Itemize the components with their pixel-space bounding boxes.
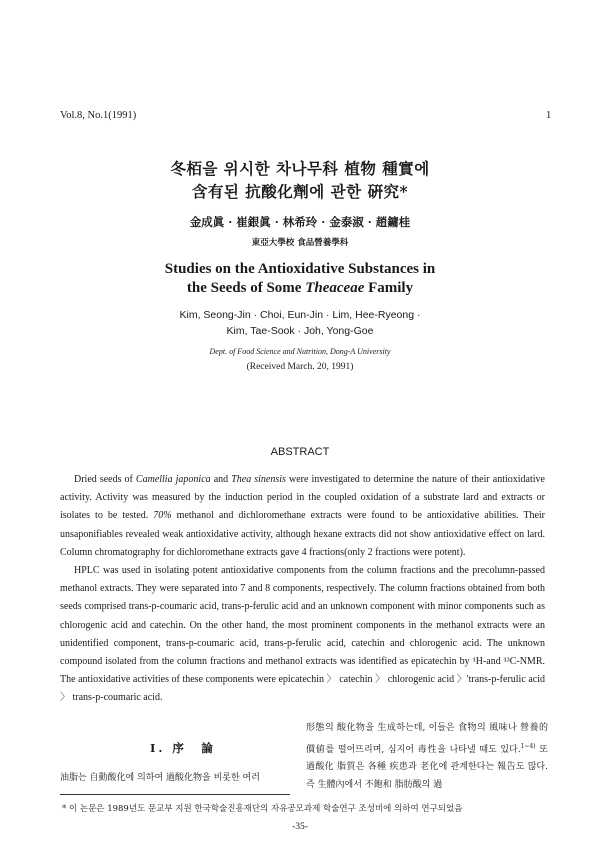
left-column-text: 油脂는 自動酸化에 의하여 過酸化物을 비롯한 여러	[60, 773, 260, 783]
page-header-number: 1	[546, 110, 552, 121]
abstract-text: methanol and dichloromethane extracts were found to be antioxidative abilities. Their unsaponifiables revealed weak antioxidative activity, although hexane extracts did not show antioxidative effect on lard. Column chromatography for dichloromethane extracts gave 4 fractions(only 2 fractions were potent).	[60, 510, 545, 558]
body-text: 또 過酸化 脂質은 各種 疾患과 老化에 관계한다는 報告도 많다. 즉 生體內에서 不飽和 脂肪酸의 過	[306, 744, 549, 790]
english-title-line1: Studies on the Antioxidative Substances in	[164, 261, 436, 277]
english-title-italic: Theaceae	[305, 280, 365, 296]
english-authors-line2: Kim, Tae-Sook · Joh, Yong-Goe	[226, 325, 374, 337]
abstract-heading: ABSTRACT	[270, 446, 330, 458]
species-name: Camellia japonica	[135, 474, 211, 485]
korean-title-line1: 冬栢을 위시한 차나무科 植物 種實에	[170, 159, 430, 178]
korean-title-line2: 含有된 抗酸化劑에 관한 硏究*	[191, 182, 409, 201]
citation-ref: 1~4)	[520, 742, 536, 750]
footnote: * 이 논문은 1989년도 문교부 지원 한국학술진흥재단의 자유공모과제 학술연구 조성비에 의하여 연구되었음	[62, 804, 463, 814]
right-column-text	[306, 720, 548, 794]
english-title-post: Family	[364, 280, 414, 296]
abstract-text: were investigated to determine the nature of their antioxidative activity. Activity was measured by the induction period in the coupled oxidation of a substrate lard and extracts or isolates to be tested.	[60, 474, 545, 522]
abstract-text: and	[210, 474, 232, 485]
section-heading-introduction: I. 序 論	[150, 741, 216, 755]
received-date: (Received March. 20, 1991)	[246, 362, 354, 372]
english-title-pre: the Seeds of Some	[186, 280, 306, 296]
abstract-body	[60, 471, 545, 708]
korean-affiliation: 東亞大學校 食品營養學科	[251, 238, 349, 248]
page-number: -35-	[292, 822, 308, 832]
body-text: 形態의 酸化物을 生成하는데, 이들은 食物의 風味나 營養的 價値를 떨어뜨리며, 심지어 毒性을 나타낼 때도 있다.	[306, 723, 548, 755]
abstract-paragraph-1	[60, 471, 545, 562]
footnote-divider	[60, 794, 290, 795]
species-name: Thea sinensis	[231, 474, 286, 485]
english-authors-line1: Kim, Seong-Jin · Choi, Eun-Jin · Lim, Hee-Ryeong ·	[179, 309, 421, 321]
volume-header: Vol.8, No.1(1991)	[60, 110, 137, 121]
percent-value: 70%	[153, 510, 172, 522]
abstract-paragraph-2: HPLC was used in isolating potent antioxidative components from the column fractions and the precolumn-passed methanol extracts. They were separated into 7 and 8 components, respectively. The column fractions obtained from both seeds comprised trans-p-coumaric acid, trans-p-ferulic acid and an unknown component with minor components such as chlorogenic acid and catechin. On the other hand, the most prominent components in the methanol extracts were an unidentified component, trans-p-coumaric acid, trans-p-ferulic acid, catechin and chlorogenic acid. The unknown compound isolated from the column fractions and methanol extracts was identified as epicatechin by ¹H-and ¹³C-NMR. The antioxidative activities of these components were epicatechin 〉 catechin 〉 chlorogenic acid 〉'trans-p-ferulic acid 〉 trans-p-coumaric acid.	[60, 565, 545, 704]
korean-authors: 金成眞 · 崔銀眞 · 林希玲 · 金泰淑 · 趙鏞桂	[189, 215, 411, 229]
english-title-line2	[0, 280, 600, 297]
abstract-text: Dried seeds of	[74, 474, 136, 485]
english-affiliation: Dept. of Food Science and Nutrition, Dong-A University	[209, 347, 391, 356]
